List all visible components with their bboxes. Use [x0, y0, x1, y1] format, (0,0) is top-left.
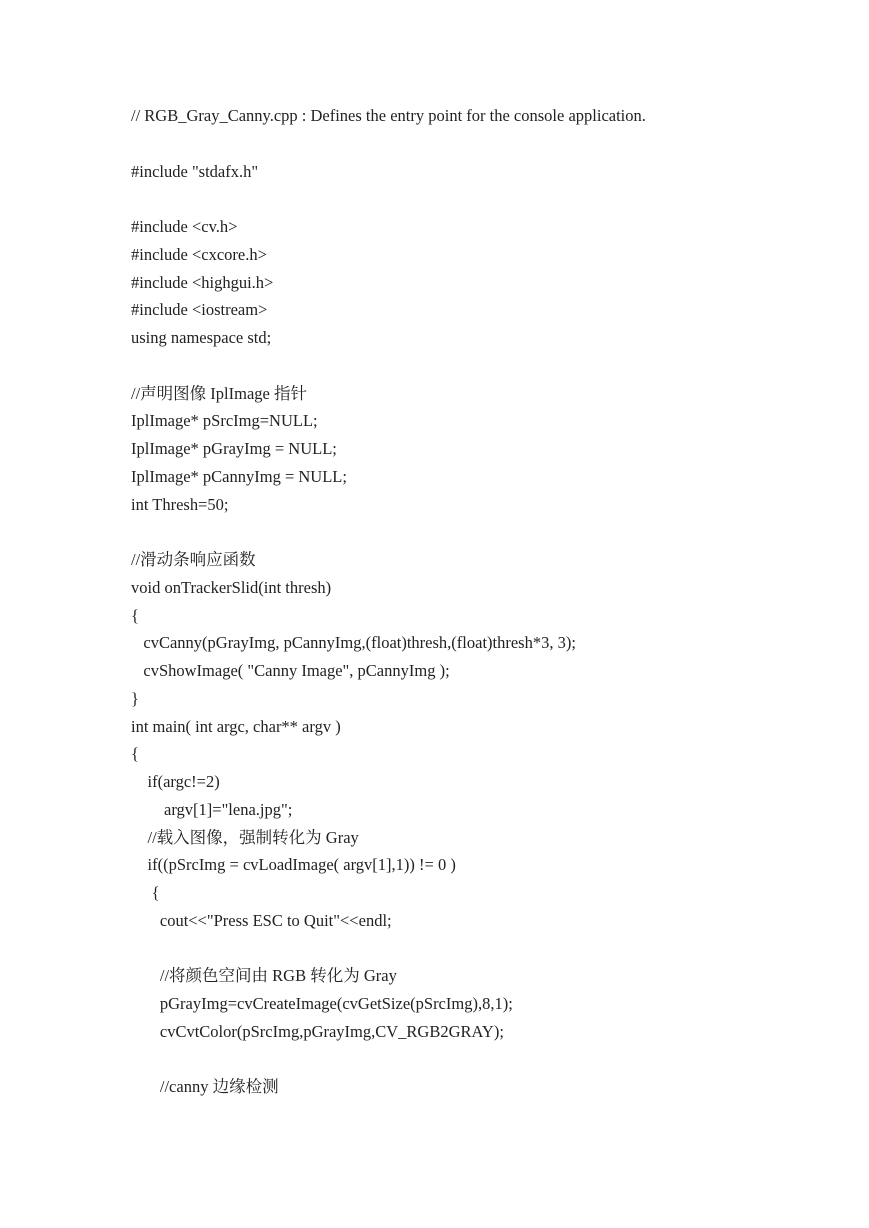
code-line: #include <highgui.h>: [131, 272, 274, 292]
blank-line: [131, 518, 831, 546]
code-document: [131, 102, 831, 1101]
code-line: {: [131, 744, 139, 764]
code-line: #include <cxcore.h>: [131, 244, 267, 264]
code-line: //滑动条响应函数: [131, 550, 256, 569]
code-line: }: [131, 688, 139, 708]
blank-line: [131, 1046, 831, 1074]
code-line: if((pSrcImg = cvLoadImage( argv[1],1)) != 0 ): [131, 855, 456, 875]
code-line: //将颜色空间由 RGB 转化为 Gray: [131, 966, 397, 986]
code-line: int Thresh=50;: [131, 494, 229, 514]
code-line: //canny 边缘检测: [131, 1077, 279, 1097]
blank-line: [131, 130, 831, 158]
code-line: int main( int argc, char** argv ): [131, 716, 341, 736]
code-line: argv[1]="lena.jpg";: [131, 799, 293, 819]
code-line: void onTrackerSlid(int thresh): [131, 577, 332, 597]
code-line: pGrayImg=cvCreateImage(cvGetSize(pSrcImg),8,1);: [131, 994, 513, 1013]
code-line: {: [131, 605, 139, 625]
code-line: cvCvtColor(pSrcImg,pGrayImg,CV_RGB2GRAY);: [131, 1021, 504, 1041]
blank-line: [131, 352, 831, 380]
blank-line: [131, 185, 831, 213]
code-line: #include <cv.h>: [131, 217, 238, 236]
code-line: using namespace std;: [131, 328, 272, 347]
code-line: //载入图像，强制转化为 Gray: [131, 827, 359, 847]
code-line: IplImage* pGrayImg = NULL;: [131, 439, 337, 458]
code-line: cvCanny(pGrayImg, pCannyImg,(float)thresh,(float)thresh*3, 3);: [131, 633, 576, 653]
code-line: #include <iostream>: [131, 300, 268, 320]
code-line: {: [131, 883, 160, 902]
code-line: IplImage* pSrcImg=NULL;: [131, 411, 318, 431]
code-line: cvShowImage( "Canny Image", pCannyImg );: [131, 661, 450, 680]
code-line: // RGB_Gray_Canny.cpp : Defines the entry point for the console application.: [131, 106, 646, 125]
code-line: cout<<"Press ESC to Quit"<<endl;: [131, 910, 392, 930]
code-line: IplImage* pCannyImg = NULL;: [131, 466, 347, 486]
blank-line: [131, 935, 831, 963]
code-line: //声明图像 IplImage 指针: [131, 383, 307, 403]
code-line: #include "stdafx.h": [131, 161, 259, 181]
code-line: if(argc!=2): [131, 772, 220, 791]
